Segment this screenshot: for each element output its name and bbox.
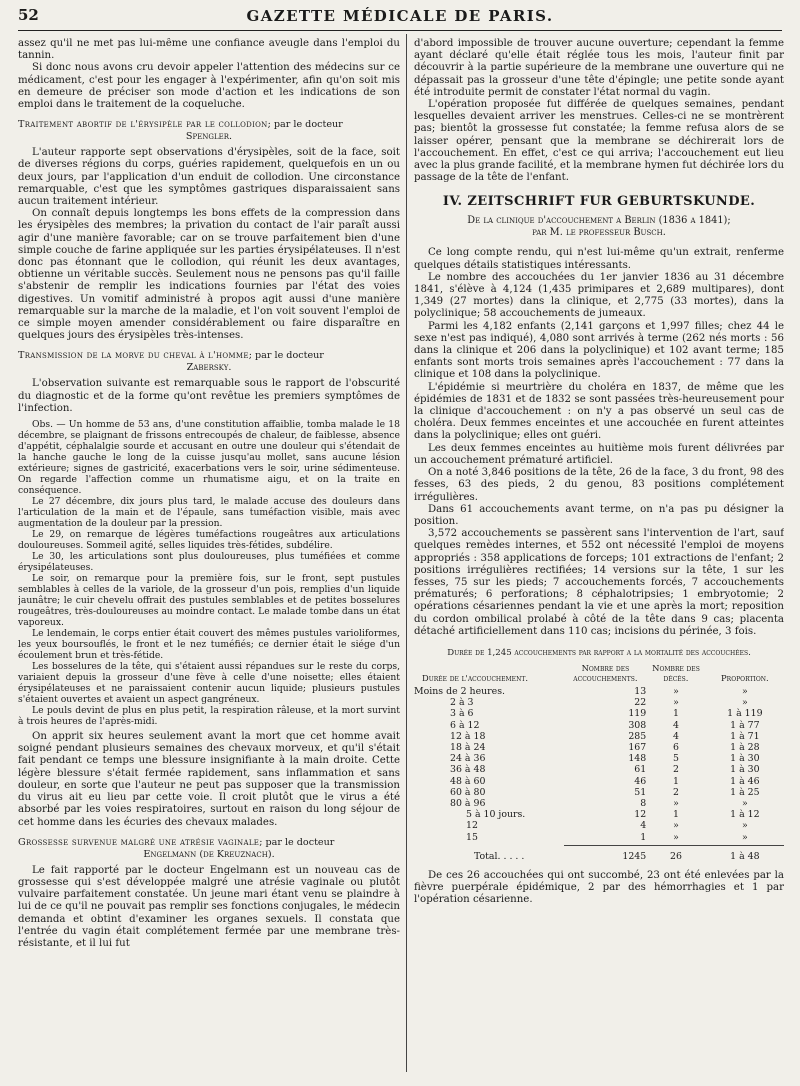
table-caption: Durée de 1,245 accouchements par rapport a la mortalité des accouchées.: [447, 647, 751, 658]
paragraph: Si donc nous avons cru devoir appeler l'attention des médecins sur ce médicament, c'est pour les engager à l'expérimenter, afin qu'on soit mis en demeure de préciser son mode d'action et les indications de son emploi dans le traitement de la coqueluche.: [18, 62, 400, 111]
table-row: [414, 720, 784, 731]
paragraph: On connaît depuis longtemps les bons effets de la compression dans les érysipèles des membres; la privation du contact de l'air paraît aussi agir d'une manière favorable; car on se trouve parfaitement bien d'une simple couche de farine appliquée sur les parties érysipélateuses. Il n'est donc pas étonnant que le collodion, qui réunit les deux avantages, obtienne un véritable succès. Seulement nous ne pensons pas qu'il faille s'abstenir de remplir les indications fournies par l'état des voies digestives. Un vomitif administré à propos agit aussi d'une manière remarquable sur la marche de la maladie, et l'on voit souvent l'emploi de ce simple moyen amender considérablement ou faire disparaître en quelques jours des érysipèles très-intenses.: [18, 208, 400, 342]
paragraph: Le nombre des accouchées du 1er janvier 1836 au 31 décembre 1841, s'élève à 4,124 (1,435 primipares et 2,689 multipares), dont 1,349 (27 mortes) dans la clinique, et 2,775 (33 mortes), dans la polyclinique; 58 accouchements de jumeaux.: [414, 271, 784, 320]
subsection-heading: De la clinique d'accouchement a Berlin (1836 a 1841);: [467, 215, 731, 227]
column-header: Nombre des accouchements.: [573, 662, 638, 683]
table-cell: 80 à 96: [450, 797, 486, 809]
article-heading-morve: [18, 350, 400, 374]
paragraph: Dans 61 accouchements avant terme, on n'a pas pu désigner la position.: [414, 503, 784, 527]
table-row: [414, 686, 784, 697]
table-cell: 6 à 12: [450, 719, 480, 731]
table-cell: 1 à 30: [730, 764, 760, 776]
subsection-author: par M. le professeur Busch.: [532, 227, 666, 239]
paragraph: De ces 26 accouchées qui ont succombé, 23 ont été enlevées par la fièvre puerpérale épidémique, 2 par des hémorrhagies et 1 par l'opération césarienne.: [414, 869, 784, 906]
column-header: Durée de l'accouchement.: [422, 672, 528, 683]
article-heading-erysipele: [18, 119, 400, 143]
article-author: Engelmann (de Kreuznach).: [143, 848, 275, 860]
observation-paragraph: Le 29, on remarque de légères tuméfactions rougeâtres aux articulations douloureuses. Sommeil agité, selles liquides très-fétides, subdélire.: [18, 529, 400, 552]
table-cell: 1: [640, 831, 647, 843]
table-cell: 18 à 24: [450, 741, 486, 753]
table-row: [414, 753, 784, 764]
table-cell: 119: [628, 708, 647, 720]
table-cell: 2: [673, 764, 679, 776]
table-cell: 15: [466, 831, 478, 843]
paragraph: L'auteur rapporte sept observations d'érysipèles, soit de la face, soit de diverses régions du corps, guéries rapidement, quelquefois en un ou deux jours, par l'application d'un enduit de collodion. Une circonstance remarquable, c'est que les symptômes gastriques disparaissaient sans aucun traitement intérieur.: [18, 147, 400, 208]
right-column: [414, 38, 784, 1082]
table-cell: 1: [673, 809, 679, 821]
table-row: [414, 731, 784, 742]
article-title: Transmission de la morve du cheval à l'homme: [18, 350, 249, 362]
paragraph: Parmi les 4,182 enfants (2,141 garçons et 1,997 filles; chez 44 le sexe n'est pas indiqué), 4,080 sont arrivés à terme (262 nés morts : 56 dans la clinique et 206 dans la polyclinique) et 102 avant terme; 185 enfants sont morts trois semaines après l'accouchement : 77 dans la clinique et 108 dans la polyclinique.: [414, 320, 784, 381]
table-cell: 48 à 60: [450, 775, 486, 787]
table-cell: 2: [673, 786, 679, 798]
table-cell: 5: [673, 753, 679, 765]
table-row: [414, 697, 784, 708]
table-cell: 1245: [622, 850, 647, 862]
table-cell: »: [673, 685, 679, 697]
journal-title: GAZETTE MÉDICALE DE PARIS.: [246, 7, 554, 25]
table-cell: 1 à 71: [730, 730, 760, 742]
table-cell: 1 à 77: [730, 719, 760, 731]
table-row: [414, 776, 784, 787]
table-cell: »: [742, 820, 748, 832]
table-cell: 1: [673, 708, 679, 720]
observation-paragraph: Obs. — Un homme de 53 ans, d'une constitution affaiblie, tomba malade le 18 décembre, se plaignant de frissons entrecoupés de chaleur, de faiblesse, absence d'appétit, céphalalgie sourde et accusant en outre une douleur qui s'étendait de la hanche gauche le long de la cuisse jusqu'au mollet, sans aucune lésion extérieure; signes de gastricité, exacerbations vers le soir, urine sédimenteuse. On regarde l'affection comme un rhumatisme aigu, et on la traite en conséquence.: [18, 419, 400, 497]
table-cell: »: [673, 820, 679, 832]
article-title: Traitement abortif de l'érysipèle par le collodion: [18, 119, 268, 131]
table-cell: 167: [628, 741, 647, 753]
table-cell: 1 à 30: [730, 753, 760, 765]
table-row: [414, 809, 784, 820]
left-column: [18, 38, 400, 1082]
paragraph: L'observation suivante est remarquable sous le rapport de l'obscurité du diagnostic et de la forme qu'ont revêtue les premiers symptômes de l'infection.: [18, 378, 400, 414]
running-head: [18, 4, 782, 31]
table-cell: 4: [673, 730, 679, 742]
table-cell: »: [742, 685, 748, 697]
paragraph: assez qu'il ne met pas lui-même une confiance aveugle dans l'emploi du tannin.: [18, 38, 400, 62]
mortality-table: [414, 662, 784, 862]
paragraph: Le fait rapporté par le docteur Engelmann est un nouveau cas de grossesse qui s'est développée malgré une atrésie vaginale ou plutôt vulvaire parfaitement constatée. Un jeune mari étant venu se plaindre à lui de ce qu'il ne pouvait pas remplir ses fonctions conjugales, le médecin demanda et obtint d'examiner les organes sexuels. Il constata que l'entrée du vagin était complétement fermée par une membrane très-résistante, et il lui fut: [18, 864, 400, 949]
table-cell: 3 à 6: [450, 708, 474, 720]
observation-paragraph: Le soir, on remarque pour la première fois, sur le front, sept pustules semblables à celles de la variole, de la grosseur d'un pois, remplies d'un liquide jaunâtre; le cuir chevelu offrait des pustules semblables et de petites bosselures rougeâtres, très-douloureuses au moindre contact. Le malade tombe dans un état vaporeux.: [18, 573, 400, 629]
paragraph: d'abord impossible de trouver aucune ouverture; cependant la femme ayant déclaré qu'elle était réglée tous les mois, l'auteur finit par découvrir à la partie supérieure de la membrane une ouverture qui ne dépassait pas la grosseur d'une tête d'épingle; une petite sonde ayant été introduite permit de constater l'état normal du vagin.: [414, 38, 784, 98]
table-cell: »: [742, 697, 748, 709]
observation-paragraph: Le pouls devint de plus en plus petit, la respiration râleuse, et la mort survint à trois heures de l'après-midi.: [18, 705, 400, 728]
table-cell: 60 à 80: [450, 786, 486, 798]
table-total-row: [414, 846, 784, 862]
table-row: [414, 832, 784, 843]
table-cell: »: [673, 831, 679, 843]
table-cell: Moins de 2 heures.: [414, 685, 505, 697]
table-cell: 13: [634, 685, 647, 697]
table-cell: 12: [634, 809, 647, 821]
table-header-row: [414, 662, 784, 686]
article-heading-grossesse: [18, 837, 400, 861]
table-cell: 8: [640, 797, 647, 809]
observation-paragraph: Le lendemain, le corps entier était couvert des mêmes pustules varioliformes, les yeux boursouflés, le front et le nez tuméfiés; ce dernier était le siége d'un écoulement brun et très-fétide.: [18, 628, 400, 662]
table-cell: 4: [673, 719, 679, 731]
table-cell: 1 à 48: [730, 850, 760, 862]
table-row: [414, 798, 784, 809]
heading-suffix: ; par le docteur: [267, 119, 343, 131]
column-divider: [406, 34, 407, 1072]
observation-paragraph: Les bosselures de la tête, qui s'étaient aussi répandues sur le reste du corps, variaient depuis la grosseur d'une fève à celle d'une noisette; elles étaient érysipélateuses et ne paraissaient contenir aucun liquide; plusieurs pustules s'étaient ouvertes et avaient un aspect gangréneux.: [18, 661, 400, 706]
heading-suffix: ; par le docteur: [259, 836, 335, 848]
table-cell: 36 à 48: [450, 764, 486, 776]
table-cell: 2 à 3: [450, 697, 474, 709]
observation-paragraph: Le 27 décembre, dix jours plus tard, le malade accuse des douleurs dans l'articulation de la main et de l'épaule, sans tuméfaction visible, mais avec augmentation de la douleur par la pression.: [18, 496, 400, 530]
table-cell: 6: [673, 741, 679, 753]
table-row: [414, 820, 784, 831]
table-cell: »: [742, 797, 748, 809]
paragraph: Ce long compte rendu, qui n'est lui-même qu'un extrait, renferme quelques détails statistiques intéressants.: [414, 247, 784, 271]
table-row: [414, 742, 784, 753]
table-cell: »: [673, 697, 679, 709]
table-cell: 22: [634, 697, 647, 709]
table-cell: 26: [670, 850, 682, 862]
section-title: IV. ZEITSCHRIFT FUR GEBURTSKUNDE.: [442, 194, 756, 210]
table-cell: 1 à 28: [730, 741, 760, 753]
article-title: Grossesse survenue malgré une atrésie vaginale: [18, 836, 260, 848]
paragraph: 3,572 accouchements se passèrent sans l'intervention de l'art, sauf quelques remèdes internes, et 552 ont nécessité l'emploi de moyens appropriés : 358 applications de forceps; 101 extractions de l'enfant; 2 positions irrégulières rectifiées; 14 versions sur la tête, 1 sur les fesses, 75 sur les pieds; 7 accouchements forcés, 7 accouchements prématurés; 6 perforations; 8 céphalotripsies; 1 embryotomie; 2 opérations césariennes pendant la vie et une après la mort; reposition du cordon ombilical prolabé à côté de la tête dans 9 cas; placenta détaché artificiellement dans 110 cas; incisions du périnée, 3 fois.: [414, 528, 784, 637]
table-cell: 1 à 25: [730, 786, 760, 798]
table-cell: 1 à 46: [730, 775, 760, 787]
paragraph: L'épidémie si meurtrière du choléra en 1837, de même que les épidémies de 1831 et de 1832 se sont passées très-heureusement pour la clinique d'accouchement : on n'y a pas observé un seul cas de choléra. Deux femmes enceintes et une accouchée en furent atteintes dans la polyclinique; elles ont guéri.: [414, 381, 784, 442]
table-cell: 24 à 36: [450, 753, 486, 765]
table-row: [414, 787, 784, 798]
paragraph: On apprit six heures seulement avant la mort que cet homme avait soigné pendant plusieurs semaines des chevaux morveux, et qu'il s'était fait pendant ce temps une blessure insignifiante à la main droite. Cette légère blessure s'était fermée rapidement, sans inflammation et sans douleur, en sorte que l'auteur ne peut pas supposer que la transmission du virus ait eu lieu par cette voie. Il croit plutôt que le virus a été absorbé par les voies respiratoires, surtout en raison du long séjour de cet homme dans les écuries des chevaux malades.: [18, 731, 400, 828]
table-cell: 285: [628, 730, 647, 742]
paragraph: Les deux femmes enceintes au huitième mois furent délivrées par un accouchement prématuré artificiel.: [414, 442, 784, 466]
article-author: Zabersky.: [186, 362, 232, 374]
column-header: Proportion.: [721, 672, 769, 683]
table-cell: 12 à 18: [450, 730, 486, 742]
table-cell: 61: [634, 764, 647, 776]
column-header: Nombre des décès.: [652, 662, 700, 683]
table-cell: 4: [640, 820, 647, 832]
paragraph: L'opération proposée fut différée de quelques semaines, pendant lesquelles devaient arriver les menstrues. Celles-ci ne se montrèrent pas; bientôt la grossesse fut constatée; la femme refusa alors de se laisser opérer, pensant que la membrane se déchirerait lors de l'accouchement. En effet, c'est ce qui arriva; l'accouchement eut lieu avec la plus grande facilité, et la membrane hymen fut déchirée lors du passage de la tête de l'enfant.: [414, 99, 784, 184]
table-row: [414, 764, 784, 775]
table-body: [414, 686, 784, 862]
table-cell: 12: [466, 820, 478, 832]
paragraph: On a noté 3,846 positions de la tête, 26 de la face, 3 du front, 98 des fesses, 63 des pieds, 2 du genou, 83 positions complétement irrégulières.: [414, 467, 784, 503]
table-cell: 5 à 10 jours.: [466, 809, 526, 821]
table-row: [414, 708, 784, 719]
table-cell: 148: [628, 753, 647, 765]
table-cell: 46: [634, 775, 647, 787]
table-cell: Total. . . . .: [474, 850, 525, 862]
table-cell: 51: [634, 786, 647, 798]
page-number: 52: [18, 6, 39, 24]
table-cell: »: [742, 831, 748, 843]
observation-paragraph: Le 30, les articulations sont plus douloureuses, plus tuméfiées et comme érysipélateuses.: [18, 551, 400, 574]
table-cell: »: [673, 797, 679, 809]
table-cell: 308: [628, 719, 647, 731]
table-cell: 1: [673, 775, 679, 787]
table-cell: 1 à 119: [727, 708, 763, 720]
article-author: Spengler.: [185, 131, 233, 143]
table-cell: 1 à 12: [730, 809, 760, 821]
heading-suffix: ; par le docteur: [248, 350, 324, 362]
